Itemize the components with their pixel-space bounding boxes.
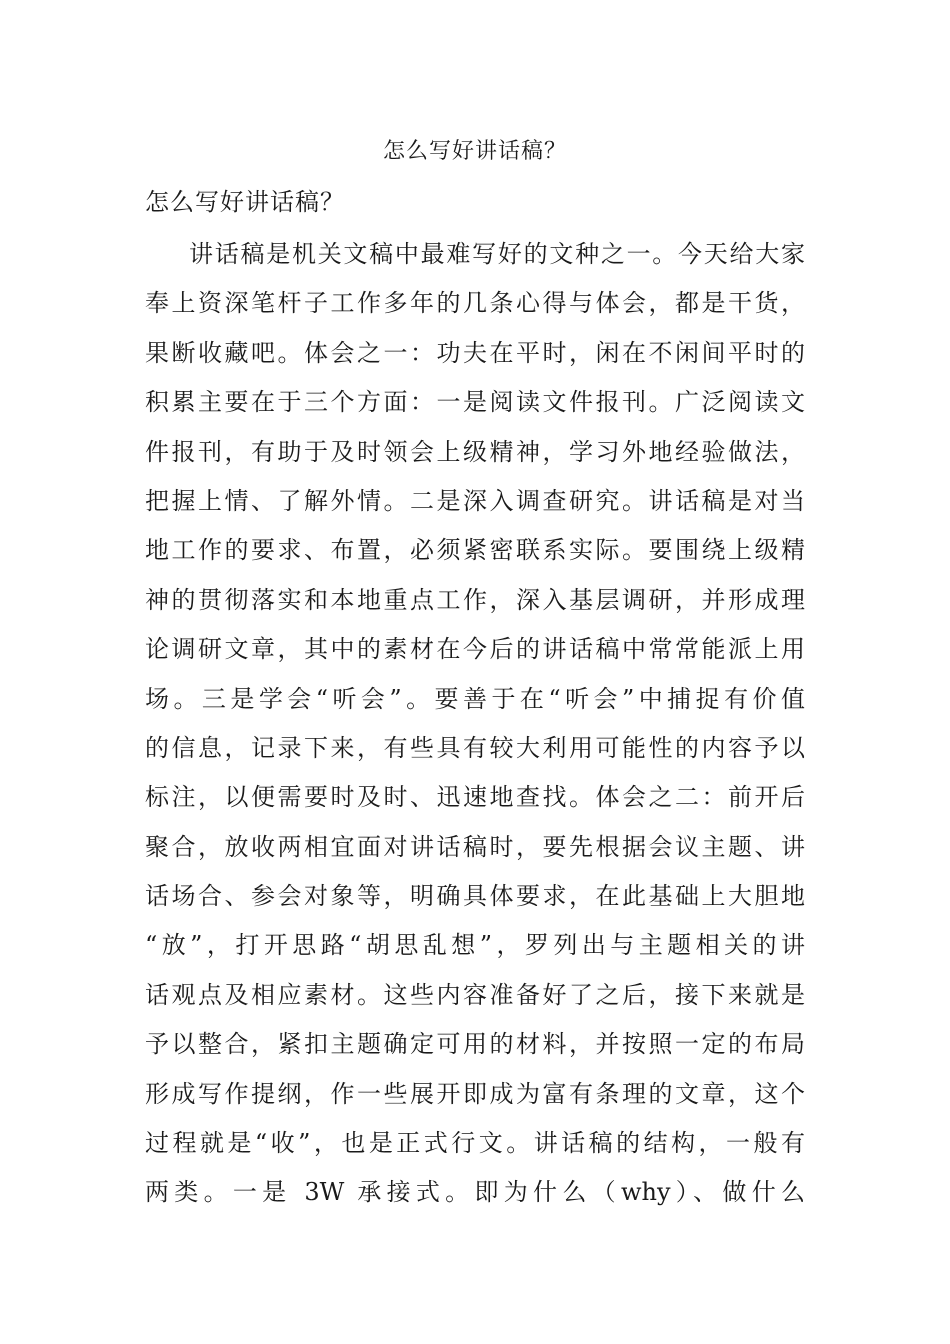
paragraph-line: 讲话稿是机关文稿中最难写好的文种之一。今天给大家 bbox=[189, 240, 805, 268]
paragraph-line: 的信息，记录下来，有些具有较大利用可能性的内容予以 bbox=[145, 733, 805, 762]
paragraph-line: 神的贯彻落实和本地重点工作，深入基层调研，并形成理 bbox=[145, 585, 805, 614]
paragraph-line: 把握上情、了解外情。二是深入调查研究。讲话稿是对当 bbox=[145, 486, 805, 515]
paragraph-line: 论调研文章，其中的素材在今后的讲话稿中常常能派上用 bbox=[145, 635, 805, 664]
document-title: 怎么写好讲话稿？ bbox=[382, 139, 567, 164]
paragraph-line: 过程就是“收”，也是正式行文。讲话稿的结构，一般有 bbox=[145, 1129, 805, 1158]
paragraph-line: 积累主要在于三个方面：一是阅读文件报刊。广泛阅读文 bbox=[145, 388, 805, 417]
paragraph-line: 标注，以便需要时及时、迅速地查找。体会之二：前开后 bbox=[145, 783, 805, 812]
paragraph-line: 聚合，放收两相宜面对讲话稿时，要先根据会议主题、讲 bbox=[145, 832, 805, 861]
paragraph-line: 果断收藏吧。体会之一：功夫在平时，闲在不闲间平时的 bbox=[145, 338, 805, 367]
paragraph-line: 予以整合，紧扣主题确定可用的材料，并按照一定的布局 bbox=[145, 1030, 805, 1059]
paragraph-line: 件报刊，有助于及时领会上级精神，学习外地经验做法， bbox=[145, 437, 805, 466]
paragraph-line: 话场合、参会对象等，明确具体要求，在此基础上大胆地 bbox=[145, 882, 805, 911]
paragraph-line: 两类。一是 3W 承接式。即为什么（why）、做什么 bbox=[145, 1178, 805, 1207]
paragraph-line: 场。三是学会“听会”。要善于在“听会”中捕捉有价值 bbox=[145, 684, 805, 713]
document-subtitle: 怎么写好讲话稿？ bbox=[145, 188, 345, 216]
paragraph-line: “放”，打开思路“胡思乱想”，罗列出与主题相关的讲 bbox=[145, 931, 805, 960]
document-body bbox=[145, 230, 805, 1218]
paragraph-line: 奉上资深笔杆子工作多年的几条心得与体会，都是干货， bbox=[145, 289, 805, 318]
paragraph-line: 形成写作提纲，作一些展开即成为富有条理的文章，这个 bbox=[145, 1079, 805, 1108]
paragraph-line: 话观点及相应素材。这些内容准备好了之后，接下来就是 bbox=[145, 980, 805, 1009]
paragraph-line: 地工作的要求、布置，必须紧密联系实际。要围绕上级精 bbox=[145, 536, 805, 565]
